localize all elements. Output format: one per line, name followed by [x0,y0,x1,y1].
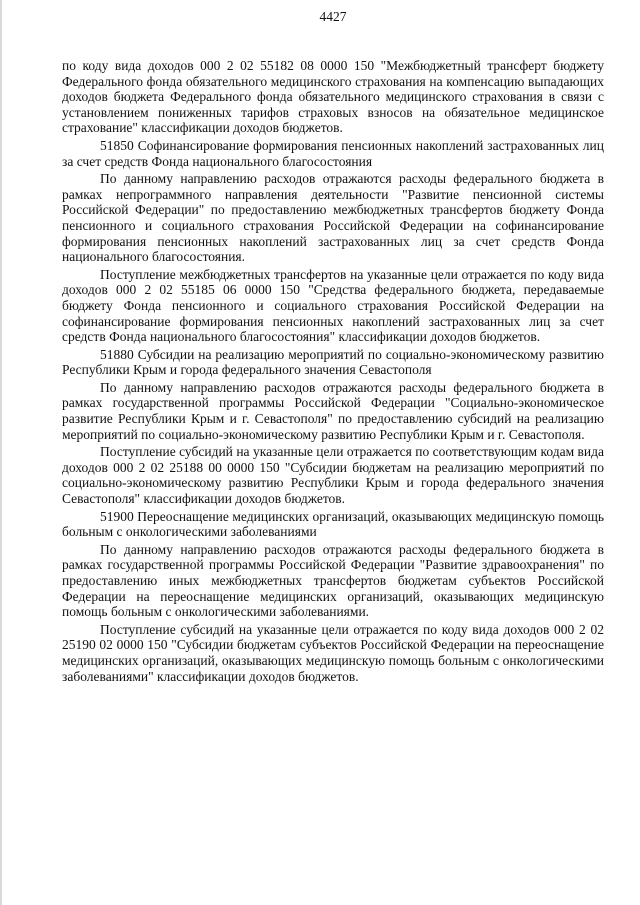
paragraph-51900-expenses: По данному направлению расходов отражаются расходы федерального бюджета в рамках государственной программы Российской Федерации "Развитие здравоохранения" по предоставлению иных межбюджетных трансфертов бюджетам субъектов Российской Федерации на переоснащение медицинских организаций, оказывающих медицинскую помощь больным с онкологическими заболеваниями. [62,541,604,620]
paragraph-income-code-55182: по коду вида доходов 000 2 02 55182 08 0000 150 "Межбюджетный трансферт бюджету Федерального фонда обязательного медицинского страхования на компенсацию выпадающих доходов бюджета Федерального фонда обязательного медицинского страхования в связи с установлением пониженных тарифов страховых взносов на обязательное медицинское страхование" классификации доходов бюджетов. [62,58,604,136]
paragraph-51850-expenses: По данному направлению расходов отражаются расходы федерального бюджета в рамках непрограммного направления деятельности "Развитие пенсионной системы Российской Федерации" по предоставлению межбюджетных трансфертов бюджету Фонда пенсионного и социального страхования Российской Федерации на софинансирование формирования пенсионных накоплений застрахованных лиц за счет средств Фонда национального благосостояния. [62,171,604,265]
heading-51850: 51850 Софинансирование формирования пенсионных накоплений застрахованных лиц за счет средств Фонда национального благосостояния [62,137,604,169]
paragraph-51880-expenses: По данному направлению расходов отражаются расходы федерального бюджета в рамках государственной программы Российской Федерации "Социально-экономическое развитие Республики Крым и г. Севастополя" по предоставлению субсидий на реализацию мероприятий по социально-экономическому развитию Республики Крым и г. Севастополя. [62,379,604,442]
paragraph-51850-receipts: Поступление межбюджетных трансфертов на указанные цели отражается по коду вида доходов 000 2 02 55185 06 0000 150 "Средства федерального бюджета, передаваемые бюджету Фонда пенсионного и социального страхования Российской Федерации на софинансирование формирования пенсионных накоплений застрахованных лиц за счет средств Фонда национального благосостояния" классификации доходов бюджетов. [62,266,604,345]
heading-51880: 51880 Субсидии на реализацию мероприятий по социально-экономическому развитию Республики Крым и города федерального значения Севастополя [62,346,604,378]
paragraph-51880-receipts: Поступление субсидий на указанные цели отражается по соответствующим кодам вида доходов 000 2 02 25188 00 0000 150 "Субсидии бюджетам на реализацию мероприятий по социально-экономическому развитию Республики Крым и города федерального значения Севастополя" классификации доходов бюджетов. [62,444,604,507]
heading-51900: 51900 Переоснащение медицинских организаций, оказывающих медицинскую помощь больным с онкологическими заболеваниями [62,508,604,540]
paragraph-51900-receipts: Поступление субсидий на указанные цели отражается по коду вида доходов 000 2 02 25190 02 0000 150 "Субсидии бюджетам субъектов Российской Федерации на переоснащение медицинских организаций, оказывающих медицинскую помощь больным с онкологическими заболеваниями" классификации доходов бюджетов. [62,621,604,684]
scan-edge [0,0,2,905]
page-number: 4427 [319,9,347,24]
document-page [62,8,604,888]
